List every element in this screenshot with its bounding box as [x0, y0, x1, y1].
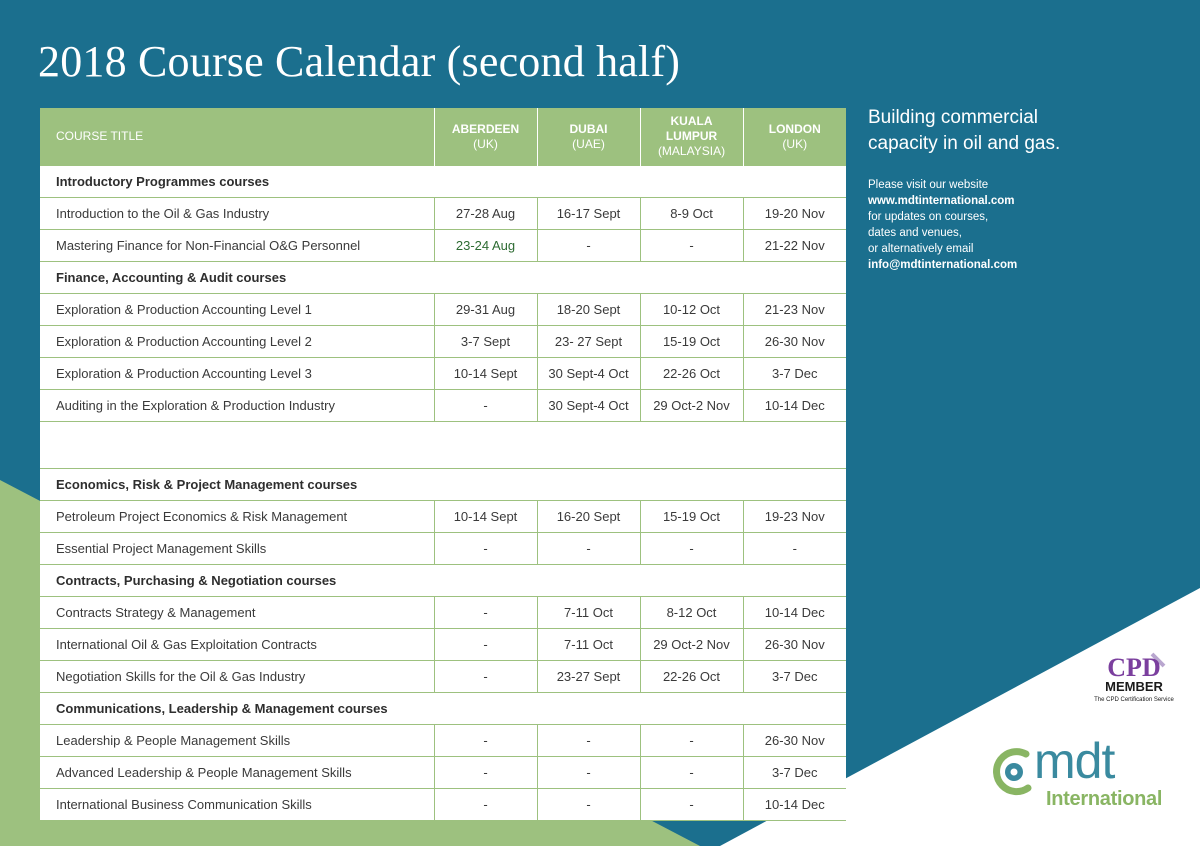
table-row	[40, 230, 846, 262]
date-cell-london: 19-23 Nov	[743, 501, 846, 533]
date-cell-kuala-lumpur: 10-12 Oct	[640, 294, 743, 326]
date-cell-london: 26-30 Nov	[743, 725, 846, 757]
date-cell-london: 3-7 Dec	[743, 358, 846, 390]
date-cell-aberdeen: 3-7 Sept	[434, 326, 537, 358]
table-header-row	[40, 108, 846, 166]
country-label: (UAE)	[572, 136, 605, 151]
course-name: Introduction to the Oil & Gas Industry	[40, 198, 434, 230]
city-label: ABERDEEN	[451, 121, 520, 136]
course-name: International Business Communication Skills	[40, 789, 434, 821]
cpd-text: CPD	[1107, 653, 1161, 682]
table-row	[40, 501, 846, 533]
course-name: Exploration & Production Accounting Level 2	[40, 326, 434, 358]
date-cell-aberdeen: -	[434, 390, 537, 422]
table-row	[40, 789, 846, 821]
section-heading: Communications, Leadership & Management courses	[40, 693, 846, 725]
column-header-aberdeen	[434, 108, 537, 166]
date-cell-kuala-lumpur: 29 Oct-2 Nov	[640, 629, 743, 661]
date-cell-dubai: -	[537, 757, 640, 789]
course-name: Essential Project Management Skills	[40, 533, 434, 565]
table-body	[40, 166, 846, 821]
table-row	[40, 661, 846, 693]
date-cell-aberdeen: -	[434, 725, 537, 757]
tagline-line: Building commercial	[868, 107, 1039, 128]
date-cell-dubai: 30 Sept-4 Oct	[537, 390, 640, 422]
section-row	[40, 469, 846, 501]
table-row	[40, 294, 846, 326]
date-cell-dubai: 7-11 Oct	[537, 629, 640, 661]
section-row	[40, 262, 846, 294]
table-row	[40, 725, 846, 757]
section-heading: Economics, Risk & Project Management courses	[40, 469, 846, 501]
date-cell-london: 21-22 Nov	[743, 230, 846, 262]
course-name: Auditing in the Exploration & Production Industry	[40, 390, 434, 422]
date-cell-aberdeen: 29-31 Aug	[434, 294, 537, 326]
visit-text: or alternatively email	[868, 243, 974, 255]
mdt-international-logo	[990, 733, 1170, 812]
date-cell-kuala-lumpur: -	[640, 725, 743, 757]
date-cell-dubai: 30 Sept-4 Oct	[537, 358, 640, 390]
table-row	[40, 597, 846, 629]
section-row	[40, 693, 846, 725]
visit-text: for updates on courses,	[868, 211, 989, 223]
country-label: (MALAYSIA)	[657, 144, 726, 158]
table-row	[40, 326, 846, 358]
course-name: Mastering Finance for Non-Financial O&G Personnel	[40, 230, 434, 262]
course-name: Advanced Leadership & People Management Skills	[40, 757, 434, 789]
date-cell-dubai: 23- 27 Sept	[537, 326, 640, 358]
date-cell-kuala-lumpur: -	[640, 533, 743, 565]
date-cell-london: -	[743, 533, 846, 565]
date-cell-london: 3-7 Dec	[743, 661, 846, 693]
visit-text: Please visit our website	[868, 179, 989, 191]
column-header-london	[743, 108, 846, 166]
date-cell-london: 3-7 Dec	[743, 757, 846, 789]
cpd-member-badge	[1094, 652, 1174, 712]
page-title: 2018 Course Calendar (second half)	[38, 37, 681, 86]
date-cell-kuala-lumpur: 8-9 Oct	[640, 198, 743, 230]
date-cell-london: 21-23 Nov	[743, 294, 846, 326]
date-cell-london: 26-30 Nov	[743, 629, 846, 661]
logo-subtitle: International	[1046, 788, 1163, 810]
section-heading: Finance, Accounting & Audit courses	[40, 262, 846, 294]
date-cell-aberdeen: -	[434, 629, 537, 661]
date-cell-kuala-lumpur: 8-12 Oct	[640, 597, 743, 629]
city-label: KUALA LUMPUR	[665, 114, 718, 143]
date-cell-dubai: -	[537, 533, 640, 565]
mdt-swirl-icon	[990, 744, 1034, 800]
date-cell-aberdeen: -	[434, 757, 537, 789]
date-cell-aberdeen: 10-14 Sept	[434, 358, 537, 390]
visit-text: dates and venues,	[868, 227, 962, 239]
cpd-member-text: MEMBER	[1105, 679, 1163, 694]
column-header-dubai	[537, 108, 640, 166]
date-cell-dubai: 7-11 Oct	[537, 597, 640, 629]
email-link[interactable]: info@mdtinternational.com	[868, 259, 1018, 271]
table-row	[40, 390, 846, 422]
course-name: Negotiation Skills for the Oil & Gas Industry	[40, 661, 434, 693]
cpd-service-text: The CPD Certification Service	[1094, 697, 1174, 703]
section-row	[40, 166, 846, 198]
date-cell-dubai: -	[537, 725, 640, 757]
date-cell-london: 10-14 Dec	[743, 390, 846, 422]
table-row	[40, 533, 846, 565]
date-cell-london: 10-14 Dec	[743, 597, 846, 629]
date-cell-dubai: 16-17 Sept	[537, 198, 640, 230]
date-cell-kuala-lumpur: 22-26 Oct	[640, 661, 743, 693]
course-name: Exploration & Production Accounting Level 3	[40, 358, 434, 390]
date-cell-dubai: 23-27 Sept	[537, 661, 640, 693]
spacer-row	[40, 422, 846, 469]
date-cell-dubai: 18-20 Sept	[537, 294, 640, 326]
date-cell-kuala-lumpur: 29 Oct-2 Nov	[640, 390, 743, 422]
date-cell-london: 19-20 Nov	[743, 198, 846, 230]
section-heading: Introductory Programmes courses	[40, 166, 846, 198]
website-link[interactable]: www.mdtinternational.com	[868, 195, 1015, 207]
city-label: DUBAI	[569, 121, 608, 136]
date-cell-aberdeen: 23-24 Aug	[434, 230, 537, 262]
course-name: Leadership & People Management Skills	[40, 725, 434, 757]
city-label: LONDON	[768, 121, 821, 136]
date-cell-dubai: -	[537, 230, 640, 262]
date-cell-dubai: 16-20 Sept	[537, 501, 640, 533]
country-label: (UK)	[473, 136, 498, 151]
table-row	[40, 757, 846, 789]
section-row	[40, 565, 846, 597]
section-heading: Contracts, Purchasing & Negotiation courses	[40, 565, 846, 597]
date-cell-kuala-lumpur: -	[640, 757, 743, 789]
country-label: (UK)	[782, 136, 808, 151]
logo-wordmark: mdt	[1034, 733, 1115, 789]
table-row	[40, 629, 846, 661]
date-cell-kuala-lumpur: 22-26 Oct	[640, 358, 743, 390]
course-calendar-table	[40, 108, 846, 821]
date-cell-aberdeen: 27-28 Aug	[434, 198, 537, 230]
date-cell-aberdeen: -	[434, 661, 537, 693]
course-name: Exploration & Production Accounting Level 1	[40, 294, 434, 326]
date-cell-aberdeen: 10-14 Sept	[434, 501, 537, 533]
table-row	[40, 198, 846, 230]
contact-info	[868, 177, 1188, 273]
date-cell-kuala-lumpur: 15-19 Oct	[640, 326, 743, 358]
date-cell-aberdeen: -	[434, 789, 537, 821]
column-header-course-title: COURSE TITLE	[40, 108, 434, 166]
date-cell-kuala-lumpur: -	[640, 230, 743, 262]
course-name: Petroleum Project Economics & Risk Management	[40, 501, 434, 533]
date-cell-dubai: -	[537, 789, 640, 821]
tagline-line: capacity in oil and gas.	[868, 133, 1061, 154]
sidebar-info	[868, 105, 1188, 273]
course-name: International Oil & Gas Exploitation Contracts	[40, 629, 434, 661]
table-row	[40, 358, 846, 390]
course-name: Contracts Strategy & Management	[40, 597, 434, 629]
column-header-kuala-lumpur	[640, 108, 743, 166]
date-cell-london: 10-14 Dec	[743, 789, 846, 821]
date-cell-kuala-lumpur: -	[640, 789, 743, 821]
date-cell-aberdeen: -	[434, 533, 537, 565]
spacer-cell	[40, 422, 846, 469]
date-cell-aberdeen: -	[434, 597, 537, 629]
date-cell-kuala-lumpur: 15-19 Oct	[640, 501, 743, 533]
tagline	[868, 105, 1188, 157]
date-cell-london: 26-30 Nov	[743, 326, 846, 358]
